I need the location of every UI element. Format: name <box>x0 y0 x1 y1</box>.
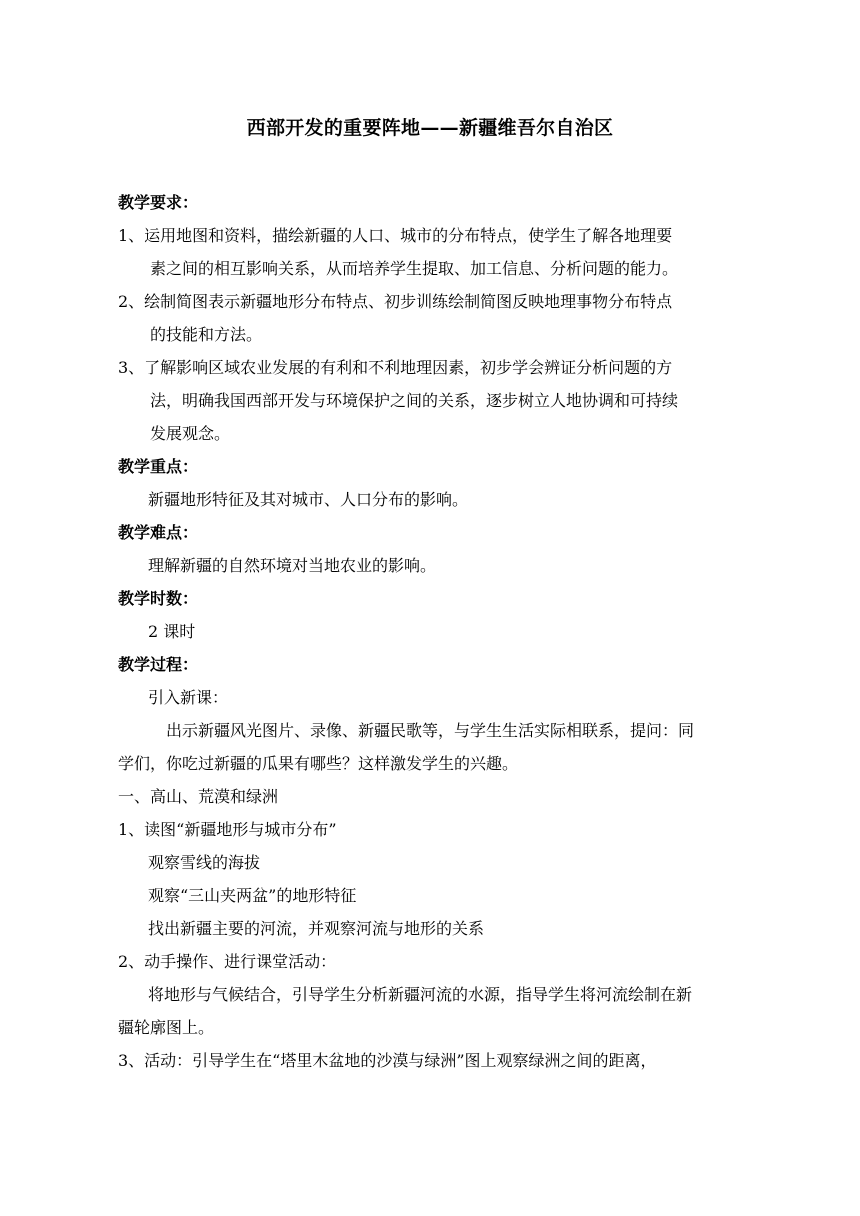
key-point-text: 新疆地形特征及其对城市、人口分布的影响。 <box>148 490 469 509</box>
step-2: 2、动手操作、进行课堂活动： <box>118 952 337 971</box>
requirement-3-line-3: 发展观念。 <box>150 424 231 443</box>
requirement-3-line-2: 法，明确我国西部开发与环境保护之间的关系，逐步树立人地协调和可持续 <box>150 391 679 410</box>
step-1: 1、读图“新疆地形与城市分布” <box>118 820 337 839</box>
requirement-2-line-2: 的技能和方法。 <box>150 325 263 344</box>
step-1-b: 观察“三山夹两盆”的地形特征 <box>148 886 357 905</box>
key-point-heading: 教学重点： <box>118 457 199 476</box>
intro-label: 引入新课： <box>148 688 229 707</box>
requirement-1-line-2: 素之间的相互影响关系，从而培养学生提取、加工信息、分析问题的能力。 <box>150 259 679 278</box>
step-3: 3、活动：引导学生在“塔里木盆地的沙漠与绿洲”图上观察绿洲之间的距离， <box>118 1051 657 1070</box>
process-heading: 教学过程： <box>118 655 199 674</box>
difficulty-heading: 教学难点： <box>118 523 199 542</box>
step-2-line-2: 疆轮廓图上。 <box>118 1018 215 1037</box>
requirements-heading: 教学要求： <box>118 193 199 212</box>
difficulty-text: 理解新疆的自然环境对当地农业的影响。 <box>148 556 437 575</box>
hours-heading: 教学时数： <box>118 589 199 608</box>
requirement-3-line-1: 3、了解影响区域农业发展的有利和不利地理因素，初步学会辨证分析问题的方 <box>118 358 673 377</box>
step-2-line-1: 将地形与气候结合，引导学生分析新疆河流的水源，指导学生将河流绘制在新 <box>148 985 693 1004</box>
intro-line-1: 出示新疆风光图片、录像、新疆民歌等，与学生生活实际相联系，提问：同 <box>166 721 695 740</box>
document-body <box>118 186 738 1077</box>
requirement-1-line-1: 1、运用地图和资料，描绘新疆的人口、城市的分布特点，使学生了解各地理要 <box>118 226 673 245</box>
section-1-heading: 一、高山、荒漠和绿洲 <box>118 787 279 806</box>
step-1-a: 观察雪线的海拔 <box>148 853 261 872</box>
document-title: 西部开发的重要阵地——新疆维吾尔自治区 <box>246 117 614 139</box>
intro-line-2: 学们，你吃过新疆的瓜果有哪些？这样激发学生的兴趣。 <box>118 754 519 773</box>
requirement-2-line-1: 2、绘制简图表示新疆地形分布特点、初步训练绘制简图反映地理事物分布特点 <box>118 292 673 311</box>
step-1-c: 找出新疆主要的河流，并观察河流与地形的关系 <box>148 919 485 938</box>
hours-text: 2 课时 <box>148 622 196 641</box>
